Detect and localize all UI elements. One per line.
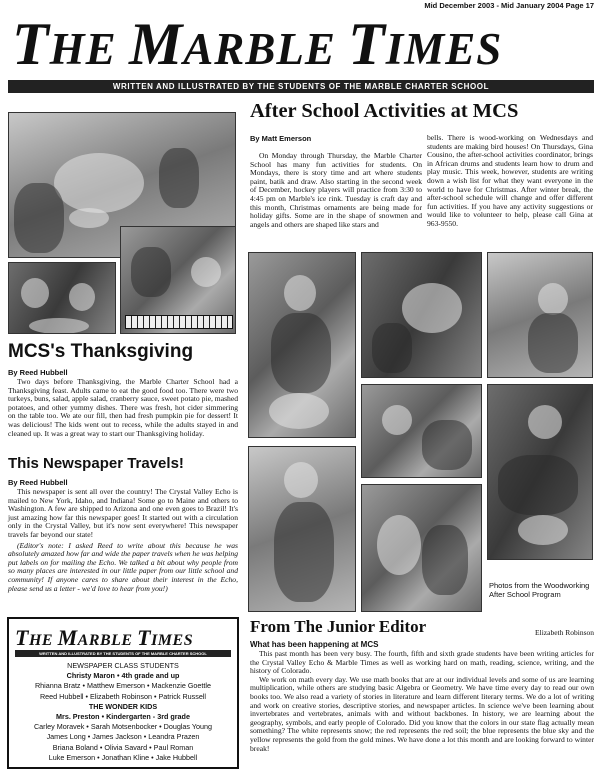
masthead-tagline: WRITTEN AND ILLUSTRATED BY THE STUDENTS OF THE MARBLE CHARTER SCHOOL <box>8 80 594 93</box>
thanksgiving-byline: By Reed Hubbell <box>8 368 68 377</box>
woodworking-photo-5 <box>487 384 593 560</box>
kids-line-3: Briana Boland • Olivia Savard • Paul Roman <box>52 742 194 752</box>
kids-heading: THE WONDER KIDS <box>88 701 158 711</box>
thanksgiving-photo-left <box>8 262 116 334</box>
woodworking-photo-1 <box>248 252 356 438</box>
travels-byline: By Reed Hubbell <box>8 478 68 487</box>
masthead: THE MARBLE TIMES <box>12 11 503 77</box>
teacher-2: Mrs. Preston • Kindergarten - 3rd grade <box>56 712 190 722</box>
staff-box <box>7 617 239 769</box>
thanksgiving-title: MCS's Thanksgiving <box>8 341 194 362</box>
woodworking-photo-4 <box>361 384 482 478</box>
travels-title: This Newspaper Travels! <box>8 455 184 472</box>
junior-editor-article: This past month has been very busy. The fourth, fifth and sixth grade students have been writing articles for the Crystal Valley Echo & Marble Times as well as working hard on math, reading, science, writing, and the history of Colorado. We work on math every day. We use math books that are at our individual levels and some of us are learning multiplication, while others are studying basic Algebra or Geometry. We have time every day to read our own books too. We also read a variety of stories in literature and learn different literary terms. We do a lot of writing and work on creative stories, descriptive stories, and newspaper articles. In science we've been learning about invertebrates and vertebrates, animals with and without backbones. In history, we are learning about the geography, symbols, and early people of Colorado. Did you know that the colors in our state flag actually mean something? The white represents snow; the red represents the red soil; the blue represents the blue sky and the yellow represents the gold from the gold mines. We have done a lot this month and are looking forward to winter break! <box>250 649 594 753</box>
staff-box-tagline: WRITTEN AND ILLUSTRATED BY THE STUDENTS OF THE MARBLE CHARTER SCHOOL <box>15 650 231 657</box>
kids-line-2: James Long • James Jackson • Leandra Prazen <box>46 732 200 742</box>
staff-box-masthead: THE MARBLE TIMES <box>15 625 194 650</box>
photo-caption: Photos from the Woodworking After School Program <box>489 581 590 599</box>
woodworking-photo-6 <box>248 446 356 612</box>
after-school-title: After School Activities at MCS <box>250 100 519 122</box>
staff-credits <box>13 661 233 763</box>
woodworking-photo-3 <box>487 252 593 378</box>
kids-line-1: Carley Moravek • Sarah Motsenbocker • Douglas Young <box>33 722 213 732</box>
teacher-1: Christy Maron • 4th grade and up <box>66 671 180 681</box>
issue-date-page: Mid December 2003 - Mid January 2004 Page 17 <box>424 1 594 10</box>
woodworking-photo-2 <box>361 252 482 378</box>
travels-article: This newspaper is sent all over the country! The Crystal Valley Echo is mailed to New York, Idaho, and Indiana! Some go to Maine and others to Washington. A few are shipped to Arizona and one even goes to Brazil! It's just amazing how far this newspaper goes! It started out with a circulation only in the Crystal Valley, but it's now sent everywhere! This newspaper travels far beyond our state! (Editor's note: I asked Reed to write about this because he was absolutely amazed how far and wide the paper travels when he was helping put labels on for mailing the Echo. We talked a bit about why people from so many places are interested in our little paper from our little school and community! If anyone cares to share about their interest in the Echo, please send us a letter - we'd love to hear from you!) <box>8 487 238 593</box>
thanksgiving-photo-right <box>120 226 236 334</box>
after-school-col-1: On Monday through Thursday, the Marble Charter School has many fun activities for students. On Mondays, there is story time and art where students paint, batik and draw. Also starting in the second week of December, hockey players will practice from 3:30 to 4:45 pm on Marble's ice rink. Tuesday is craft day and this month, Christmas ornaments are being made for holiday gifts. Some are in the shape of snowmen and angels and others are shaped like stars and <box>250 151 422 229</box>
after-school-col-2: bells. There is wood-working on Wednesdays and students are making bird houses! On Thursdays, Gina Cousino, the after-school activities coordinator, brings in African drums and students learn how to drum and play music. This week, however, students are writing down a wish list for what they want everyone in the world to have for Christmas. After winter break, the after-school schedule will change and offer different fun activities. If you have any activity suggestions or would like to volunteer to help, please call Gina at 963-9550. <box>427 133 593 228</box>
students-heading: NEWSPAPER CLASS STUDENTS <box>67 661 179 670</box>
junior-editor-author: Elizabeth Robinson <box>535 628 594 637</box>
thanksgiving-article: Two days before Thanksgiving, the Marble Charter School had a Thanksgiving feast. Adults came to eat the good food too. There were two turkeys, buns, salad, apple salad, cranberry sauce, sweet potato pie, mashed potatoes, and other yummy dishes. There was fresh, hot cider simmering on the table too. We ate our fill, then had fresh pumpkin pie for dessert! It was delicious! The kids went out to recess, while the adults stayed in and cleaned up. It was a great way to start our Thanksgiving holiday. <box>8 377 238 438</box>
after-school-byline: By Matt Emerson <box>250 134 312 143</box>
kids-line-4: Luke Emerson • Jonathan Kline • Jake Hubbell <box>48 752 198 762</box>
students-line-2: Reed Hubbell • Elizabeth Robinson • Patrick Russell <box>39 691 207 701</box>
woodworking-photo-7 <box>361 484 482 612</box>
junior-editor-subheading: What has been happening at MCS <box>250 640 379 649</box>
junior-editor-title: From The Junior Editor <box>250 617 427 636</box>
students-line-1: Rhianna Bratz • Matthew Emerson • Mackenzie Goettle <box>34 681 211 691</box>
